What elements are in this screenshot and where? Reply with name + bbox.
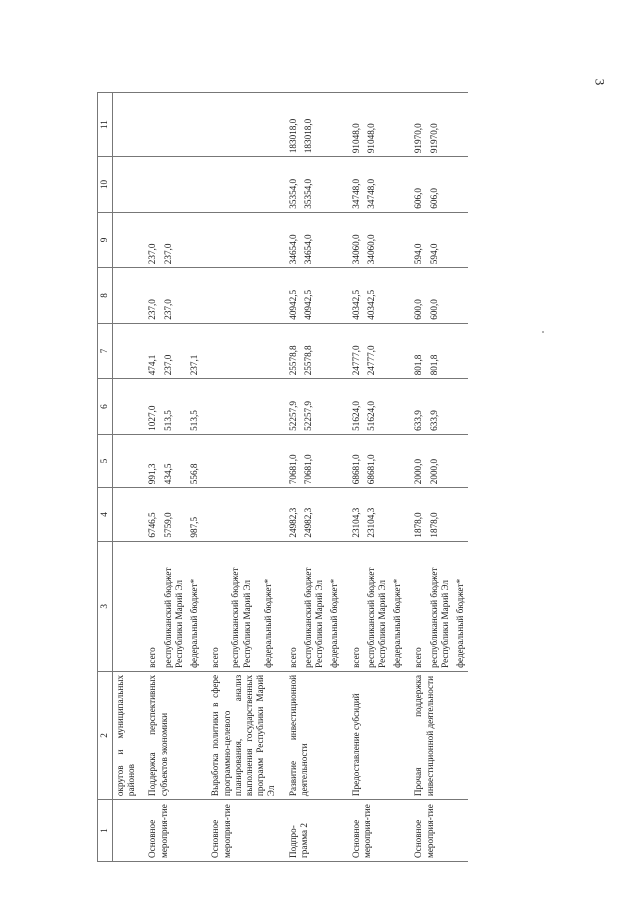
value-cell-col-11: 91048,0: [364, 93, 390, 157]
value-cell-col-9: 237,0: [161, 212, 187, 268]
col-header-7: 7: [98, 323, 113, 379]
value-cell-col-4: 1878,0: [427, 488, 453, 541]
funding-source-cell: всего: [343, 541, 364, 671]
item-name-cell: Прочая поддержка инвестиционной деятельности: [405, 671, 468, 799]
value-cell-col-7: [228, 323, 261, 379]
value-cell-col-10: [202, 157, 228, 213]
value-cell-col-10: [228, 157, 261, 213]
value-cell-col-7: 801,8: [427, 323, 453, 379]
value-cell-col-4: [390, 488, 405, 541]
item-name-cell: Выработка политики в сфере программно-целевого планирования, анализ выполнения государственных программ Республики Марий Эл: [202, 671, 279, 799]
funding-source-cell: федеральный бюджет*: [327, 541, 342, 671]
value-cell-col-11: 91048,0: [343, 93, 364, 157]
value-cell-col-10: [139, 157, 160, 213]
value-cell-col-4: 24982,3: [301, 488, 327, 541]
empty-cell: [113, 541, 140, 671]
funding-source-cell: федеральный бюджет*: [390, 541, 405, 671]
value-cell-col-5: 991,3: [139, 434, 160, 487]
value-cell-col-4: 23104,3: [343, 488, 364, 541]
value-cell-col-4: 1878,0: [405, 488, 426, 541]
value-cell-col-10: [327, 157, 342, 213]
value-cell-col-11: [390, 93, 405, 157]
value-cell-col-11: [202, 93, 228, 157]
value-cell-col-9: 34060,0: [343, 212, 364, 268]
value-cell-col-11: [327, 93, 342, 157]
table-row: [202, 93, 228, 862]
value-cell-col-4: [453, 488, 468, 541]
value-cell-col-8: 40342,5: [364, 268, 390, 324]
value-cell-col-9: [187, 212, 202, 268]
value-cell-col-9: 34654,0: [280, 212, 301, 268]
table-row: [139, 93, 160, 862]
value-cell-col-11: [161, 93, 187, 157]
value-cell-col-6: 513,5: [161, 379, 187, 435]
value-cell-col-10: [390, 157, 405, 213]
item-type-cell: Основное мероприя-тие: [343, 800, 406, 862]
value-cell-col-9: 594,0: [427, 212, 453, 268]
value-cell-col-4: 5759,0: [161, 488, 187, 541]
value-cell-col-11: 183018,0: [301, 93, 327, 157]
value-cell-col-9: [261, 212, 280, 268]
value-cell-col-9: [390, 212, 405, 268]
scan-speck: [542, 331, 544, 333]
value-cell-col-6: 52257,9: [280, 379, 301, 435]
value-cell-col-4: [228, 488, 261, 541]
value-cell-col-8: 600,0: [405, 268, 426, 324]
funding-source-cell: республиканский бюджет Республики Марий Эл: [161, 541, 187, 671]
value-cell-col-8: [327, 268, 342, 324]
col-header-3: 3: [98, 541, 113, 671]
value-cell-col-4: [202, 488, 228, 541]
value-cell-col-6: 633,9: [427, 379, 453, 435]
budget-table: [97, 92, 468, 862]
value-cell-col-7: 801,8: [405, 323, 426, 379]
table-row: [405, 93, 426, 862]
col-header-11: 11: [98, 93, 113, 157]
value-cell-col-5: 434,5: [161, 434, 187, 487]
value-cell-col-8: [390, 268, 405, 324]
value-cell-col-11: [139, 93, 160, 157]
item-type-cell: Основное мероприя-тие: [405, 800, 468, 862]
funding-source-cell: всего: [202, 541, 228, 671]
value-cell-col-11: [187, 93, 202, 157]
value-cell-col-6: 1027,0: [139, 379, 160, 435]
funding-source-cell: всего: [280, 541, 301, 671]
value-cell-col-11: 91970,0: [427, 93, 453, 157]
value-cell-col-7: 237,0: [161, 323, 187, 379]
value-cell-col-8: 237,0: [161, 268, 187, 324]
value-cell-col-11: 91970,0: [405, 93, 426, 157]
column-number-row: [98, 93, 113, 862]
value-cell-col-5: [390, 434, 405, 487]
value-cell-col-4: 6746,5: [139, 488, 160, 541]
value-cell-col-10: [161, 157, 187, 213]
value-cell-col-6: [261, 379, 280, 435]
page-number: 3: [592, 78, 608, 86]
empty-cell: [113, 379, 140, 435]
value-cell-col-7: 25578,8: [280, 323, 301, 379]
empty-cell: [113, 268, 140, 324]
value-cell-col-6: [228, 379, 261, 435]
funding-source-cell: республиканский бюджет Республики Марий Эл: [427, 541, 453, 671]
funding-source-cell: всего: [405, 541, 426, 671]
table-row: [343, 93, 364, 862]
funding-source-cell: федеральный бюджет*: [453, 541, 468, 671]
value-cell-col-7: [202, 323, 228, 379]
value-cell-col-9: [202, 212, 228, 268]
value-cell-col-8: [453, 268, 468, 324]
funding-source-cell: всего: [139, 541, 160, 671]
value-cell-col-11: [453, 93, 468, 157]
value-cell-col-6: 51624,0: [364, 379, 390, 435]
value-cell-col-9: 34654,0: [301, 212, 327, 268]
item-type-cell: Основное мероприя-тие: [202, 800, 279, 862]
empty-cell: [113, 212, 140, 268]
value-cell-col-5: 68681,0: [364, 434, 390, 487]
col-header-2: 2: [98, 671, 113, 799]
value-cell-col-8: [228, 268, 261, 324]
value-cell-col-8: [187, 268, 202, 324]
value-cell-col-10: 34748,0: [343, 157, 364, 213]
value-cell-col-4: [327, 488, 342, 541]
value-cell-col-6: 633,9: [405, 379, 426, 435]
col-header-6: 6: [98, 379, 113, 435]
value-cell-col-5: [228, 434, 261, 487]
value-cell-col-9: [327, 212, 342, 268]
value-cell-col-6: [390, 379, 405, 435]
col-header-5: 5: [98, 434, 113, 487]
value-cell-col-6: 513,5: [187, 379, 202, 435]
value-cell-col-8: [261, 268, 280, 324]
empty-cell: [113, 434, 140, 487]
empty-cell: [113, 488, 140, 541]
value-cell-col-9: [453, 212, 468, 268]
item-type-cell: Подпро-грамма 2: [280, 800, 343, 862]
value-cell-col-7: 25578,8: [301, 323, 327, 379]
col-header-9: 9: [98, 212, 113, 268]
value-cell-col-10: [261, 157, 280, 213]
value-cell-col-7: 24777,0: [364, 323, 390, 379]
value-cell-col-4: 24982,3: [280, 488, 301, 541]
value-cell-col-10: 606,0: [427, 157, 453, 213]
value-cell-col-6: [327, 379, 342, 435]
item-type-cell: Основное мероприя-тие: [139, 800, 202, 862]
rotated-page: [97, 92, 517, 862]
value-cell-col-8: 40942,5: [301, 268, 327, 324]
value-cell-col-10: [187, 157, 202, 213]
col-header-8: 8: [98, 268, 113, 324]
value-cell-col-8: 40342,5: [343, 268, 364, 324]
value-cell-col-11: 183018,0: [280, 93, 301, 157]
value-cell-col-5: [453, 434, 468, 487]
value-cell-col-8: 600,0: [427, 268, 453, 324]
value-cell-col-5: 68681,0: [343, 434, 364, 487]
value-cell-col-8: 40942,5: [280, 268, 301, 324]
value-cell-col-10: [453, 157, 468, 213]
col-header-10: 10: [98, 157, 113, 213]
value-cell-col-4: [261, 488, 280, 541]
col-header-4: 4: [98, 488, 113, 541]
value-cell-col-5: 70681,0: [280, 434, 301, 487]
item-name-cell: Поддержка перспективных субъектов экономики: [139, 671, 202, 799]
value-cell-col-9: [228, 212, 261, 268]
value-cell-col-5: 556,8: [187, 434, 202, 487]
value-cell-col-10: 35354,0: [301, 157, 327, 213]
empty-cell: [113, 157, 140, 213]
value-cell-col-10: 35354,0: [280, 157, 301, 213]
value-cell-col-6: 51624,0: [343, 379, 364, 435]
value-cell-col-5: 2000,0: [405, 434, 426, 487]
value-cell-col-5: 2000,0: [427, 434, 453, 487]
value-cell-col-7: [390, 323, 405, 379]
table-row: [280, 93, 301, 862]
value-cell-col-7: 474,1: [139, 323, 160, 379]
value-cell-col-5: [327, 434, 342, 487]
empty-cell: [113, 93, 140, 157]
carry-over-c1: [113, 800, 140, 862]
value-cell-col-11: [261, 93, 280, 157]
funding-source-cell: республиканский бюджет Республики Марий Эл: [228, 541, 261, 671]
value-cell-col-8: 237,0: [139, 268, 160, 324]
value-cell-col-4: 987,5: [187, 488, 202, 541]
value-cell-col-9: 34060,0: [364, 212, 390, 268]
item-name-cell: Развитие инвестиционной деятельности: [280, 671, 343, 799]
carry-over-c2: округов и муниципальных районов: [113, 671, 140, 799]
value-cell-col-6: 52257,9: [301, 379, 327, 435]
value-cell-col-9: 594,0: [405, 212, 426, 268]
value-cell-col-11: [228, 93, 261, 157]
value-cell-col-5: [261, 434, 280, 487]
value-cell-col-5: 70681,0: [301, 434, 327, 487]
funding-source-cell: республиканский бюджет Республики Марий Эл: [301, 541, 327, 671]
value-cell-col-7: [327, 323, 342, 379]
funding-source-cell: республиканский бюджет Республики Марий Эл: [364, 541, 390, 671]
item-name-cell: Предоставление субсидий: [343, 671, 406, 799]
value-cell-col-6: [453, 379, 468, 435]
funding-source-cell: федеральный бюджет*: [261, 541, 280, 671]
value-cell-col-8: [202, 268, 228, 324]
funding-source-cell: федеральный бюджет*: [187, 541, 202, 671]
value-cell-col-10: 606,0: [405, 157, 426, 213]
value-cell-col-6: [202, 379, 228, 435]
value-cell-col-7: 237,1: [187, 323, 202, 379]
value-cell-col-4: 23104,3: [364, 488, 390, 541]
value-cell-col-10: 34748,0: [364, 157, 390, 213]
carry-over-row: [113, 93, 140, 862]
value-cell-col-7: [261, 323, 280, 379]
value-cell-col-9: 237,0: [139, 212, 160, 268]
value-cell-col-5: [202, 434, 228, 487]
table-body: [113, 93, 469, 862]
empty-cell: [113, 323, 140, 379]
value-cell-col-7: [453, 323, 468, 379]
col-header-1: 1: [98, 800, 113, 862]
value-cell-col-7: 24777,0: [343, 323, 364, 379]
